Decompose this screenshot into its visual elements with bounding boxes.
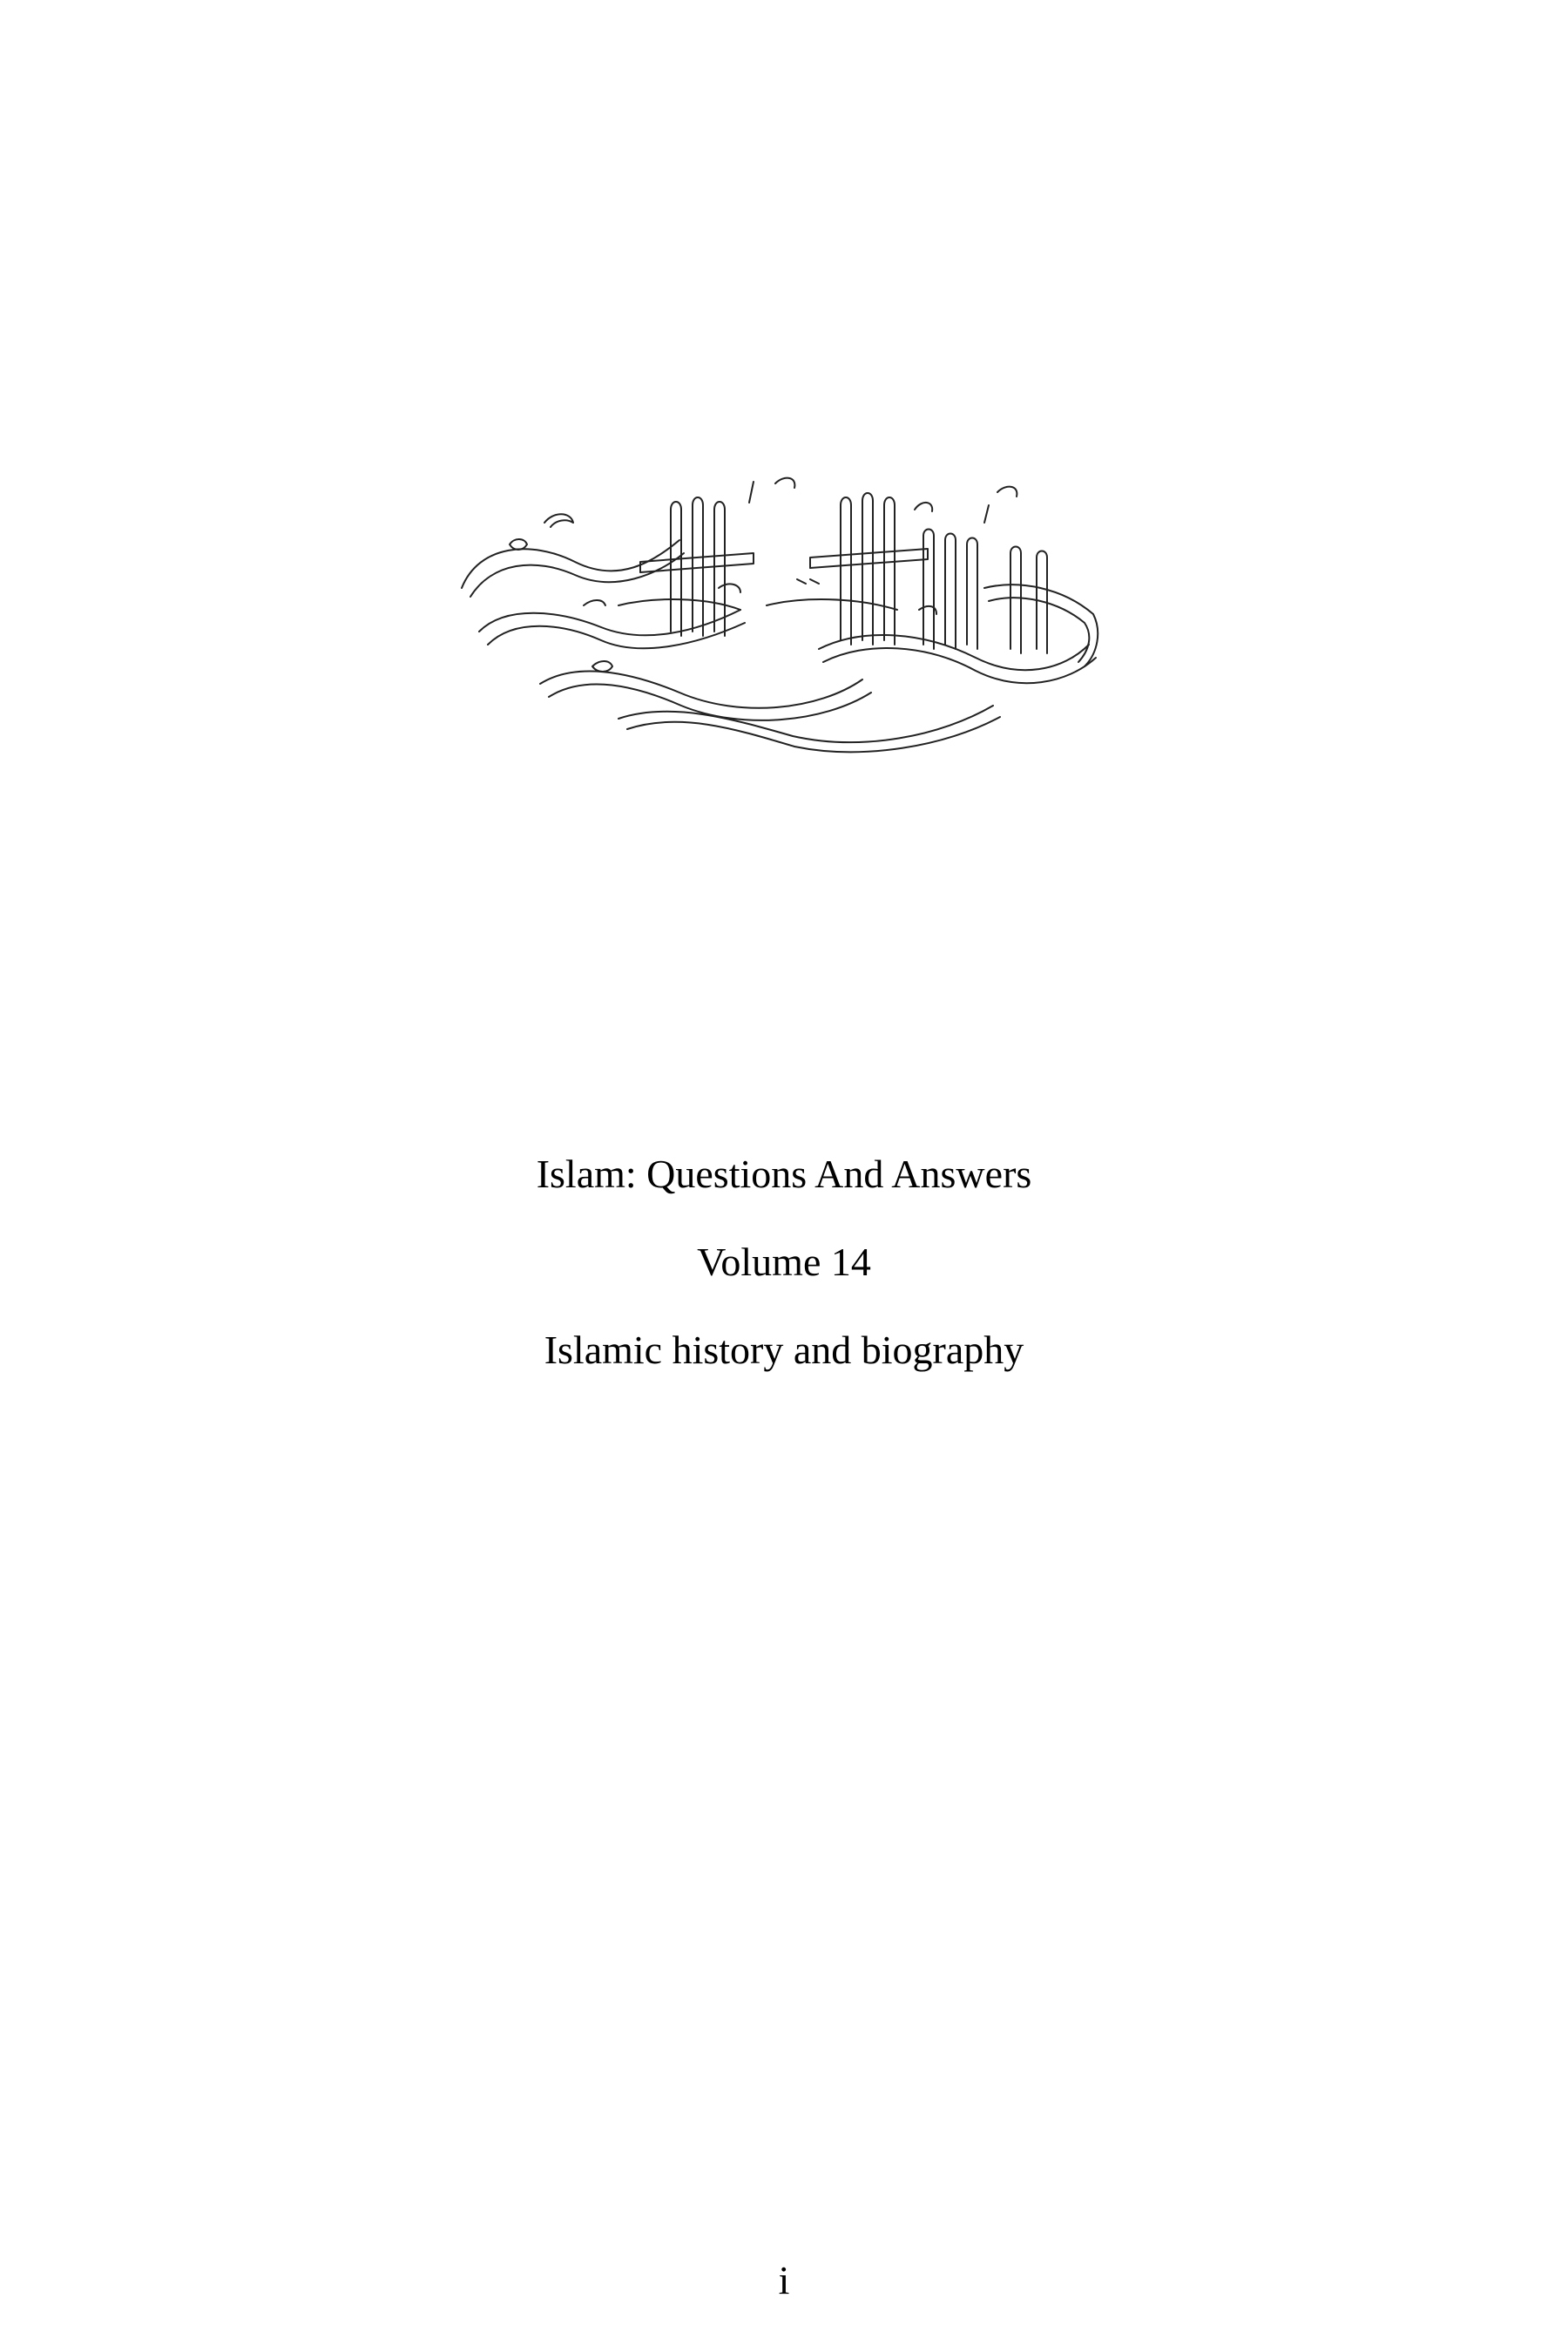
volume-label: Volume 14 xyxy=(697,1240,871,1284)
page-number: i xyxy=(778,2258,790,2302)
volume-subject: Islamic history and biography xyxy=(544,1328,1024,1372)
bismillah-calligraphy-icon xyxy=(453,457,1106,754)
document-title: Islam: Questions And Answers xyxy=(536,1152,1032,1196)
